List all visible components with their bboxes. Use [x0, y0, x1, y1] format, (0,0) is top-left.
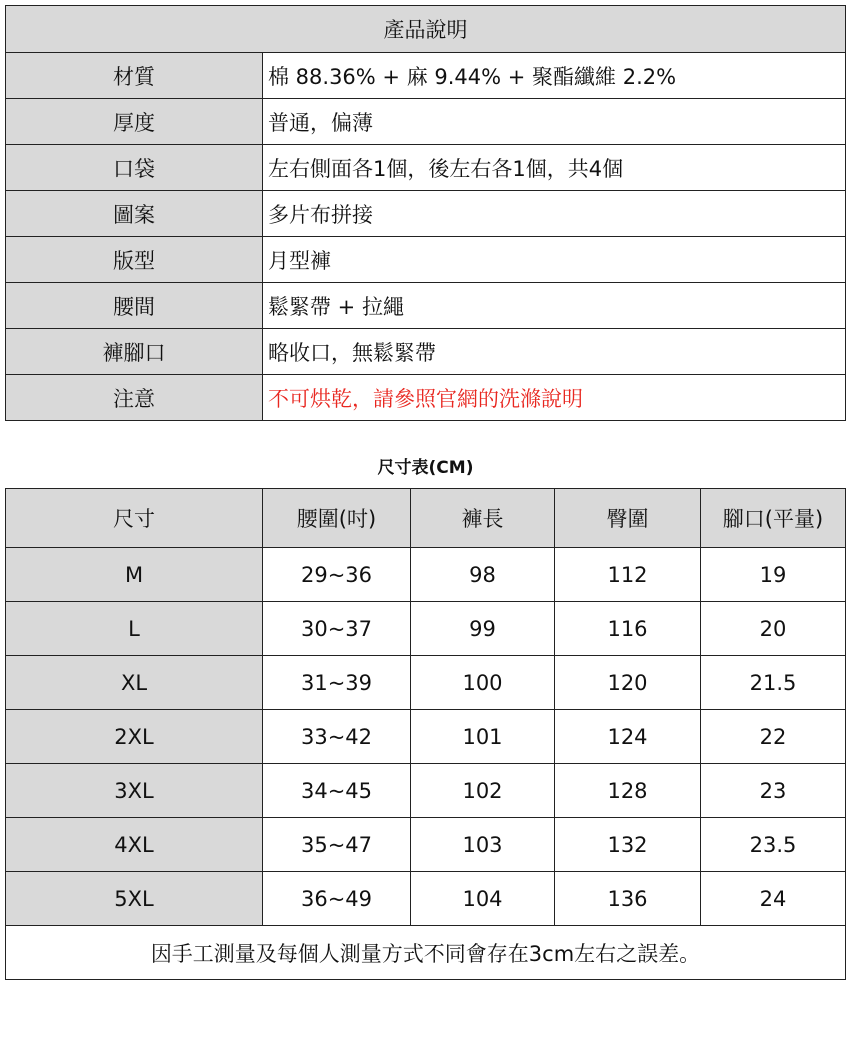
info-label: 褲腳口 — [6, 329, 263, 375]
size-row — [6, 656, 846, 710]
size-value: 116 — [555, 602, 701, 656]
size-note-row — [6, 926, 846, 980]
product-info-table — [5, 5, 846, 421]
size-value: 128 — [555, 764, 701, 818]
size-value: 29~36 — [263, 548, 411, 602]
info-value: 多片布拼接 — [263, 191, 846, 237]
info-label: 厚度 — [6, 99, 263, 145]
size-value: 132 — [555, 818, 701, 872]
size-value: 31~39 — [263, 656, 411, 710]
size-value: 100 — [411, 656, 555, 710]
size-label: M — [6, 548, 263, 602]
caution-text: 不可烘乾，請參照官網的洗滌說明 — [263, 375, 846, 421]
header-hem: 腳口(平量) — [701, 489, 846, 548]
size-value: 34~45 — [263, 764, 411, 818]
size-value: 21.5 — [701, 656, 846, 710]
size-rows — [6, 548, 846, 926]
size-value: 35~47 — [263, 818, 411, 872]
size-value: 112 — [555, 548, 701, 602]
size-row — [6, 602, 846, 656]
info-label: 口袋 — [6, 145, 263, 191]
size-row — [6, 872, 846, 926]
size-value: 24 — [701, 872, 846, 926]
info-row-material — [6, 53, 846, 99]
size-value: 20 — [701, 602, 846, 656]
size-label: 4XL — [6, 818, 263, 872]
size-label: XL — [6, 656, 263, 710]
info-row-pattern — [6, 191, 846, 237]
size-value: 23 — [701, 764, 846, 818]
size-value: 22 — [701, 710, 846, 764]
size-row — [6, 710, 846, 764]
size-value: 99 — [411, 602, 555, 656]
info-row-caution — [6, 375, 846, 421]
info-value: 鬆緊帶 + 拉繩 — [263, 283, 846, 329]
header-hip: 臀圍 — [555, 489, 701, 548]
size-label: 3XL — [6, 764, 263, 818]
info-value: 略收口，無鬆緊帶 — [263, 329, 846, 375]
info-row-hem — [6, 329, 846, 375]
size-value: 124 — [555, 710, 701, 764]
size-value: 120 — [555, 656, 701, 710]
size-value: 19 — [701, 548, 846, 602]
size-row — [6, 548, 846, 602]
info-label: 注意 — [6, 375, 263, 421]
info-value: 棉 88.36% + 麻 9.44% + 聚酯纖維 2.2% — [263, 53, 846, 99]
info-row-waist — [6, 283, 846, 329]
info-table-title: 產品說明 — [6, 6, 846, 53]
info-label: 版型 — [6, 237, 263, 283]
size-header-row — [6, 489, 846, 548]
size-value: 104 — [411, 872, 555, 926]
info-value: 左右側面各1個，後左右各1個，共4個 — [263, 145, 846, 191]
info-value: 普通，偏薄 — [263, 99, 846, 145]
size-value: 98 — [411, 548, 555, 602]
size-value: 102 — [411, 764, 555, 818]
size-row — [6, 818, 846, 872]
size-chart-table — [5, 488, 846, 980]
size-value: 136 — [555, 872, 701, 926]
size-value: 23.5 — [701, 818, 846, 872]
size-label: 2XL — [6, 710, 263, 764]
size-label: L — [6, 602, 263, 656]
size-row — [6, 764, 846, 818]
header-size: 尺寸 — [6, 489, 263, 548]
size-value: 30~37 — [263, 602, 411, 656]
info-label: 腰間 — [6, 283, 263, 329]
size-chart-title: 尺寸表(CM) — [377, 458, 474, 478]
size-value: 36~49 — [263, 872, 411, 926]
size-label: 5XL — [6, 872, 263, 926]
info-row-fit — [6, 237, 846, 283]
info-label: 材質 — [6, 53, 263, 99]
size-value: 101 — [411, 710, 555, 764]
header-length: 褲長 — [411, 489, 555, 548]
info-row-pockets — [6, 145, 846, 191]
measurement-note: 因手工測量及每個人測量方式不同會存在3cm左右之誤差。 — [6, 926, 846, 980]
info-row-thickness — [6, 99, 846, 145]
size-value: 33~42 — [263, 710, 411, 764]
info-value: 月型褲 — [263, 237, 846, 283]
size-value: 103 — [411, 818, 555, 872]
info-label: 圖案 — [6, 191, 263, 237]
header-waist: 腰圍(吋) — [263, 489, 411, 548]
